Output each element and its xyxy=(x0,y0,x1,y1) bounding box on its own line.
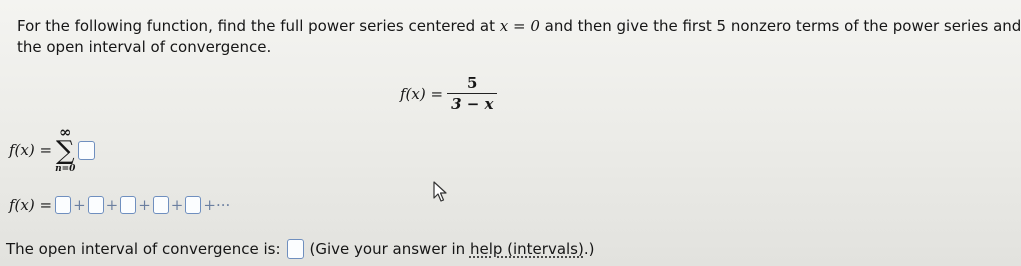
term-5-input[interactable] xyxy=(185,196,201,214)
interval-row xyxy=(6,239,594,259)
cursor-icon xyxy=(433,181,449,203)
plus-sign: + xyxy=(170,196,184,214)
fraction-numerator: 5 xyxy=(467,74,478,92)
interval-input[interactable] xyxy=(287,239,304,259)
summation xyxy=(55,123,76,174)
fraction-denominator: 3 − x xyxy=(451,95,494,113)
question-line2: the open interval of convergence. xyxy=(17,38,272,56)
function-lhs: f(x) = xyxy=(400,84,444,103)
series-lhs: f(x) = xyxy=(9,141,53,159)
question-line1-end: and then give the first 5 nonzero terms of the power series and xyxy=(544,17,1021,35)
terms-lhs: f(x) = xyxy=(9,196,53,214)
sum-lower-limit: n=0 xyxy=(55,164,76,174)
help-intervals-link[interactable]: help (intervals) xyxy=(469,240,584,258)
term-1-input[interactable] xyxy=(55,196,71,214)
plus-sign: + xyxy=(105,196,119,214)
fraction-bar xyxy=(447,93,497,94)
sum-upper-limit: ∞ xyxy=(58,123,72,141)
plus-sign: + xyxy=(138,196,151,214)
sigma-icon: ∑ xyxy=(55,136,75,166)
term-4-input[interactable] xyxy=(153,196,169,214)
interval-hint xyxy=(310,239,595,259)
general-term-input[interactable] xyxy=(78,141,95,160)
plus-sign: + xyxy=(73,196,86,214)
hint-prefix: (Give your answer in xyxy=(309,240,466,258)
center-expression: x = 0 xyxy=(499,17,540,35)
question-text xyxy=(17,16,1021,36)
function-fraction xyxy=(447,74,497,113)
question-line1: For the following function, find the full power series centered at xyxy=(17,17,495,35)
term-3-input[interactable] xyxy=(120,196,136,214)
term-2-input[interactable] xyxy=(88,196,104,214)
hint-suffix: .) xyxy=(583,240,595,258)
interval-label: The open interval of convergence is: xyxy=(6,240,281,258)
ellipsis: +··· xyxy=(203,196,231,214)
terms-row xyxy=(9,196,232,214)
given-function xyxy=(400,74,497,113)
series-row xyxy=(9,123,95,174)
